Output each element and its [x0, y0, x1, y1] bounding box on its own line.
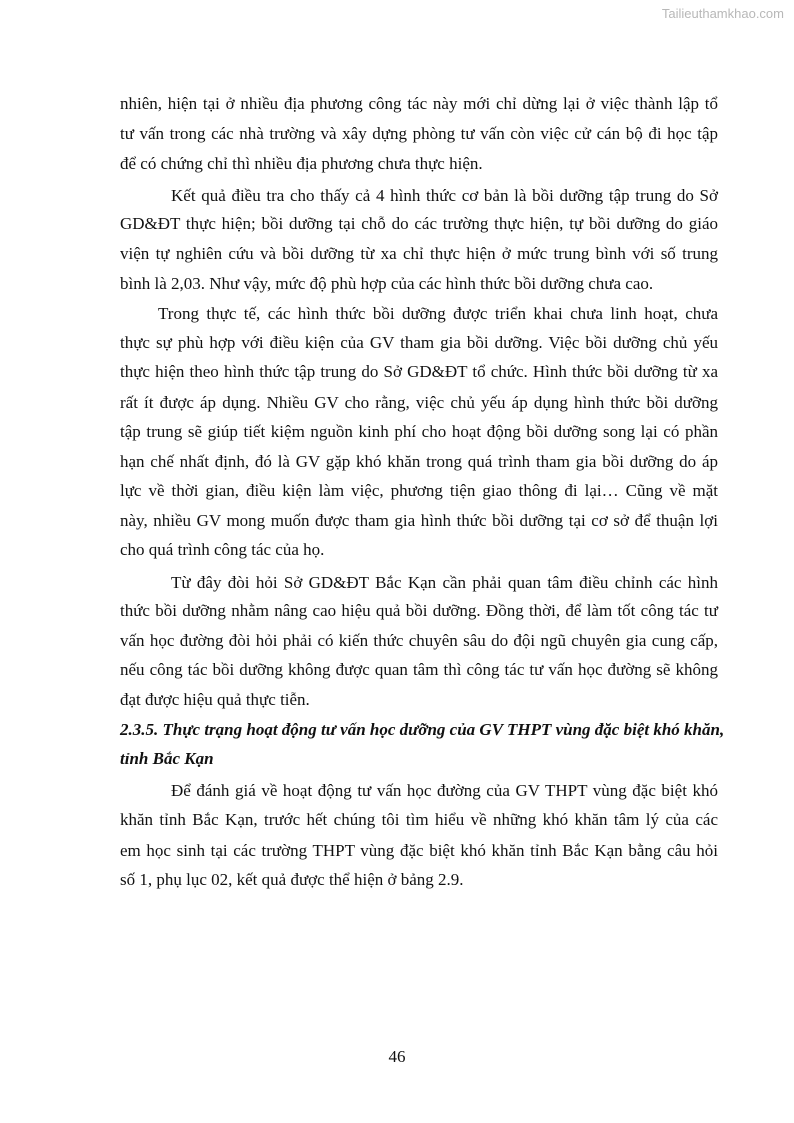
text-line: Trong thực tế, các hình thức bồi dưỡng được triển khai chưa linh hoạt, chưa — [158, 304, 718, 323]
page-number: 46 — [388, 1047, 406, 1066]
text-line: đạt được hiệu quả thực tiễn. — [120, 690, 310, 709]
text-line: nếu công tác bồi dưỡng không được quan tâm thì công tác tư vấn học đường sẽ không — [120, 660, 718, 679]
text-line: em học sinh tại các trường THPT vùng đặc biệt khó khăn tỉnh Bắc Kạn bằng câu hỏi — [120, 841, 718, 860]
text-line: tập trung sẽ giúp tiết kiệm nguồn kinh phí cho hoạt động bồi dưỡng song lại có phần — [120, 422, 718, 441]
text-line: thực hiện theo hình thức tập trung do Sở GD&ĐT tổ chức. Hình thức bồi dưỡng từ xa — [120, 362, 718, 381]
text-line: Để đánh giá về hoạt động tư vấn học đường của GV THPT vùng đặc biệt khó — [171, 781, 718, 800]
text-line: Từ đây đòi hỏi Sở GD&ĐT Bắc Kạn cần phải quan tâm điều chỉnh các hình — [171, 573, 718, 592]
text-line: hạn chế nhất định, đó là GV gặp khó khăn trong quá trình tham gia bồi dưỡng do áp — [120, 452, 718, 471]
text-line: vấn học đường đòi hỏi phải có kiến thức chuyên sâu do đội ngũ chuyên gia cung cấp, — [120, 631, 718, 650]
section-heading: 2.3.5. Thực trạng hoạt động tư vấn học dưỡng của GV THPT vùng đặc biệt khó khăn, — [120, 720, 725, 739]
text-line: nhiên, hiện tại ở nhiều địa phương công tác này mới chỉ dừng lại ở việc thành lập tổ — [120, 94, 718, 113]
text-line: rất ít được áp dụng. Nhiều GV cho rằng, việc chủ yếu áp dụng hình thức bồi dưỡng — [120, 393, 718, 412]
text-line: này, nhiều GV mong muốn được tham gia hình thức bồi dưỡng tại cơ sở để thuận lợi — [120, 511, 718, 530]
text-line: Kết quả điều tra cho thấy cả 4 hình thức cơ bản là bồi dưỡng tập trung do Sở — [171, 186, 718, 205]
text-line: để có chứng chỉ thì nhiều địa phương chưa thực hiện. — [120, 154, 483, 173]
text-line: lực về thời gian, điều kiện làm việc, phương tiện giao thông đi lại… Cũng về mặt — [120, 481, 718, 500]
text-line: khăn tỉnh Bắc Kạn, trước hết chúng tôi tìm hiểu về những khó khăn tâm lý của các — [120, 810, 718, 829]
section-heading: tỉnh Bắc Kạn — [120, 749, 214, 768]
text-line: số 1, phụ lục 02, kết quả được thể hiện ở bảng 2.9. — [120, 870, 464, 889]
text-line: viện tự nghiên cứu và bồi dưỡng từ xa chỉ thực hiện ở mức trung bình với số trung — [120, 244, 718, 263]
text-line: thực sự phù hợp với điều kiện của GV tham gia bồi dưỡng. Việc bồi dưỡng chủ yếu — [120, 333, 718, 352]
text-line: bình là 2,03. Như vậy, mức độ phù hợp của các hình thức bồi dưỡng chưa cao. — [120, 274, 654, 293]
watermark: Tailieuthamkhao.com — [661, 6, 784, 21]
text-line: cho quá trình công tác của họ. — [120, 540, 325, 559]
text-line: tư vấn trong các nhà trường và xây dựng phòng tư vấn còn việc cử cán bộ đi học tập — [120, 124, 718, 143]
text-line: GD&ĐT thực hiện; bồi dưỡng tại chỗ do các trường thực hiện, tự bồi dưỡng do giáo — [120, 214, 718, 233]
text-line: thức bồi dưỡng nhằm nâng cao hiệu quả bồi dưỡng. Đồng thời, để làm tốt công tác tư — [120, 601, 718, 620]
